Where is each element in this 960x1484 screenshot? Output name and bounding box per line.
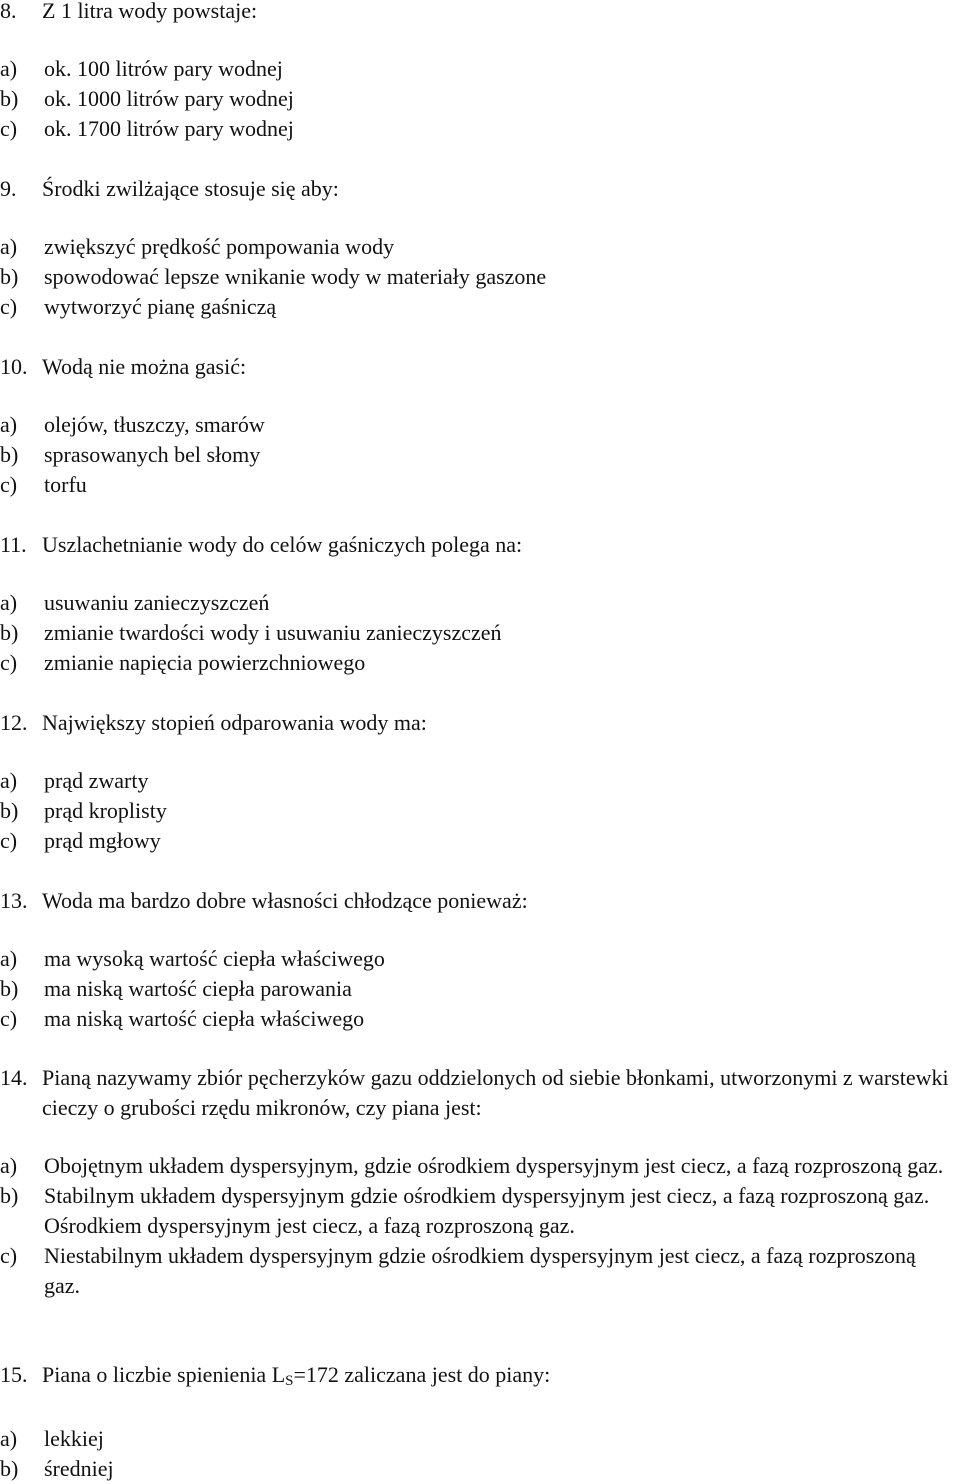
- question-text: Pianą nazywamy zbiór pęcherzyków gazu oddzielonych od siebie błonkami, utworzonymi z warstewki cieczy o grubości rzędu mikronów, czy piana jest:: [42, 1065, 949, 1120]
- question-text: Uszlachetnianie wody do celów gaśniczych polega na:: [42, 532, 523, 557]
- question-header: [0, 1360, 960, 1396]
- answer-text: sprasowanych bel słomy: [44, 442, 261, 467]
- answer-list: [0, 1151, 960, 1301]
- subscript-s: S: [285, 1373, 294, 1389]
- answer-item: [0, 648, 960, 678]
- answer-letter: a): [0, 946, 18, 971]
- question-header: [0, 530, 960, 560]
- question-number: 14.: [0, 1065, 28, 1090]
- answer-item: [0, 440, 960, 470]
- answer-list: [0, 410, 960, 500]
- answer-letter: b): [0, 1456, 19, 1481]
- question-text: Środki zwilżające stosuje się aby:: [42, 176, 339, 201]
- question-text-start: Piana o liczbie spienienia L: [42, 1362, 286, 1387]
- answer-text: usuwaniu zanieczyszczeń: [44, 590, 270, 615]
- question-text: Z 1 litra wody powstaje:: [42, 0, 258, 23]
- question-10: [0, 352, 960, 500]
- answer-letter: c): [0, 828, 18, 853]
- answer-item: [0, 944, 960, 974]
- answer-text: prąd mgłowy: [44, 828, 161, 853]
- answer-letter: c): [0, 116, 18, 141]
- answer-letter: b): [0, 264, 19, 289]
- question-text-end: =172 zaliczana jest do piany:: [293, 1362, 551, 1387]
- answer-text: zmianie twardości wody i usuwaniu zanieczyszczeń: [44, 620, 502, 645]
- answer-letter: b): [0, 1183, 19, 1208]
- question-8: [0, 0, 960, 144]
- answer-letter: c): [0, 650, 18, 675]
- answer-letter: c): [0, 1006, 18, 1031]
- answer-letter: b): [0, 976, 19, 1001]
- answer-letter: c): [0, 1243, 18, 1268]
- question-14: [0, 1063, 960, 1301]
- answer-text: torfu: [44, 472, 87, 497]
- answer-letter: a): [0, 234, 18, 259]
- question-header: [0, 174, 960, 204]
- answer-letter: b): [0, 620, 19, 645]
- answer-letter: b): [0, 442, 19, 467]
- answer-text: spowodować lepsze wnikanie wody w materiały gaszone: [44, 264, 547, 289]
- answer-item: [0, 470, 960, 500]
- answer-item: [0, 1181, 960, 1241]
- answer-list: [0, 588, 960, 678]
- answer-item: [0, 232, 960, 262]
- answer-letter: b): [0, 86, 19, 111]
- question-11: [0, 530, 960, 678]
- answer-text: prąd kroplisty: [44, 798, 167, 823]
- answer-item: [0, 292, 960, 322]
- question-header: [0, 1063, 960, 1123]
- answer-item: [0, 796, 960, 826]
- answer-item: [0, 766, 960, 796]
- answer-text: olejów, tłuszczy, smarów: [44, 412, 265, 437]
- answer-item: [0, 1241, 960, 1301]
- answer-text: ok. 1700 litrów pary wodnej: [44, 116, 294, 141]
- answer-text: Obojętnym układem dyspersyjnym, gdzie ośrodkiem dyspersyjnym jest ciecz, a fazą rozproszoną gaz.: [44, 1153, 944, 1178]
- answer-item: [0, 84, 960, 114]
- answer-list: [0, 54, 960, 144]
- answer-text: Niestabilnym układem dyspersyjnym gdzie ośrodkiem dyspersyjnym jest ciecz, a fazą rozproszoną gaz.: [44, 1243, 916, 1298]
- answer-item: [0, 262, 960, 292]
- answer-text: Stabilnym układem dyspersyjnym gdzie ośrodkiem dyspersyjnym jest ciecz, a fazą rozproszoną gaz. Ośrodkiem dyspersyjnym jest ciecz, a fazą rozproszoną gaz.: [44, 1183, 930, 1238]
- question-header: [0, 352, 960, 382]
- answer-letter: a): [0, 412, 18, 437]
- question-text: Największy stopień odparowania wody ma:: [42, 710, 427, 735]
- answer-item: [0, 54, 960, 84]
- question-number: 15.: [0, 1362, 28, 1387]
- answer-text: ok. 1000 litrów pary wodnej: [44, 86, 294, 111]
- answer-text: ma wysoką wartość ciepła właściwego: [44, 946, 385, 971]
- answer-letter: c): [0, 472, 18, 497]
- answer-item: [0, 1454, 960, 1484]
- question-12: [0, 708, 960, 856]
- question-text: Wodą nie można gasić:: [42, 354, 247, 379]
- question-header: [0, 708, 960, 738]
- answer-text: zwiększyć prędkość pompowania wody: [44, 234, 395, 259]
- answer-letter: c): [0, 294, 18, 319]
- question-15: [0, 1360, 960, 1484]
- answer-text: wytworzyć pianę gaśniczą: [44, 294, 277, 319]
- answer-text: średniej: [44, 1456, 114, 1481]
- question-number: 11.: [0, 532, 27, 557]
- answer-text: ma niską wartość ciepła parowania: [44, 976, 352, 1001]
- question-number: 12.: [0, 710, 28, 735]
- question-text: Woda ma bardzo dobre własności chłodzące ponieważ:: [42, 888, 528, 913]
- answer-letter: a): [0, 1426, 18, 1451]
- answer-item: [0, 826, 960, 856]
- answer-text: zmianie napięcia powierzchniowego: [44, 650, 366, 675]
- answer-letter: a): [0, 1153, 18, 1178]
- answer-list: [0, 766, 960, 856]
- answer-item: [0, 114, 960, 144]
- answer-text: prąd zwarty: [44, 768, 149, 793]
- answer-item: [0, 1424, 960, 1454]
- answer-letter: a): [0, 590, 18, 615]
- answer-letter: b): [0, 798, 19, 823]
- question-number: 13.: [0, 888, 28, 913]
- answer-item: [0, 618, 960, 648]
- question-text: [42, 1360, 960, 1396]
- answer-letter: a): [0, 56, 18, 81]
- answer-list: [0, 944, 960, 1034]
- answer-text: ma niską wartość ciepła właściwego: [44, 1006, 365, 1031]
- question-header: [0, 886, 960, 916]
- answer-item: [0, 588, 960, 618]
- answer-list: [0, 1424, 960, 1484]
- question-13: [0, 886, 960, 1034]
- answer-item: [0, 1151, 960, 1181]
- answer-text: lekkiej: [44, 1426, 104, 1451]
- question-number: 10.: [0, 354, 28, 379]
- answer-list: [0, 232, 960, 322]
- answer-text: ok. 100 litrów pary wodnej: [44, 56, 283, 81]
- answer-item: [0, 410, 960, 440]
- question-9: [0, 174, 960, 322]
- answer-letter: a): [0, 768, 18, 793]
- answer-item: [0, 974, 960, 1004]
- question-number: 8.: [0, 0, 17, 23]
- answer-item: [0, 1004, 960, 1034]
- question-header: [0, 0, 960, 26]
- question-number: 9.: [0, 176, 17, 201]
